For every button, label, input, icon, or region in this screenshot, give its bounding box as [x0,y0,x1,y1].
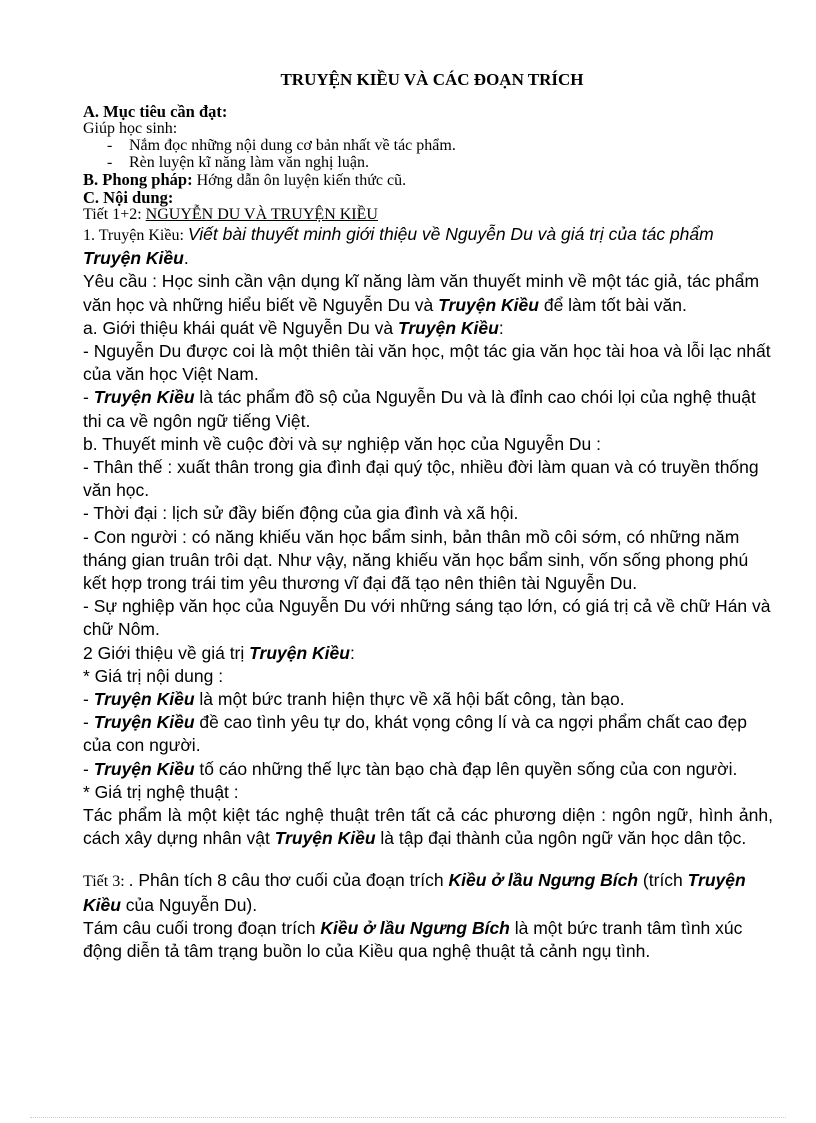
excerpt-title: Kiều ở lầu Ngưng Bích [448,870,639,891]
work-title: Truyện Kiều [438,294,539,315]
section-b-text: Hớng dẫn ôn luyện kiến thức cũ. [192,172,407,189]
section-a-heading: A. Mục tiêu cần đạt: [83,102,228,121]
part-b-item-4: - Sự nghiệp văn học của Nguyễn Du với những sáng tạo lớn, có giá trị cả về chữ Hán và chữ Nôm. [83,596,771,640]
work-title: Truyện Kiều [93,387,195,408]
tiet-1-2-line [83,206,773,223]
tiet-3-label: Tiết 3: [83,873,129,891]
truyen-kieu-paragraph: - Truyện Kiều là tác phẩm đồ sộ của Nguyễn Du và là đỉnh cao chói lọi của nghệ thuật thi ca về ngôn ngữ tiếng Việt. [83,387,756,431]
work-title: Truyện Kiều [249,642,350,663]
document-page [83,70,773,963]
item-1-task: Viết bài thuyết minh giới thiệu về Nguyễn Du và giá trị của tác phẩm [187,224,714,244]
work-title: Truyện Kiều [274,828,376,849]
section-a-bullet-2: - Rèn luyện kĩ năng làm văn nghị luận. [107,154,369,171]
content-item-3: - Truyện Kiều tố cáo những thế lực tàn bạo chà đạp lên quyền sống của con người. [83,758,738,779]
work-title: Truyện Kiều [83,248,184,269]
content-value-heading: * Giá trị nội dung : [83,665,224,686]
work-title: Truyện Kiều [93,758,195,779]
excerpt-title: Kiều ở lầu Ngưng Bích [320,917,510,938]
nguyen-du-paragraph: - Nguyễn Du được coi là một thiên tài văn học, một tác gia văn học tài hoa và lỗi lạc nhất của văn học Việt Nam. [83,341,771,385]
work-title: Truyện Kiều [83,870,746,915]
section-b [83,171,773,189]
content-item-1: - Truyện Kiều là một bức tranh hiện thực về xã hội bất công, tàn bạo. [83,689,625,710]
work-title: Truyện Kiều [93,712,195,733]
tiet-1-2-label: Tiết 1+2: [83,206,146,223]
part-b-item-2: - Thời đại : lịch sử đầy biến động của gia đình và xã hội. [83,503,519,524]
part-2-heading: 2 Giới thiệu về giá trị Truyện Kiều: [83,642,355,663]
spacer [83,850,773,869]
art-value-paragraph: Tác phẩm là một kiệt tác nghệ thuật trên tất cả các phương diện : ngôn ngữ, hình ảnh, cách xây dựng nhân vật Truyện Kiều là tập đại thành của ngôn ngữ văn học dân tộc. [83,805,773,849]
item-1-label: 1. Truyện Kiều: [83,227,188,244]
part-b-item-1: - Thân thế : xuất thân trong gia đình đại quý tộc, nhiều đời làm quan và có truyền thống văn học. [83,457,759,501]
section-c-heading: C. Nội dung: [83,188,174,207]
tiet-1-2-topic: NGUYỄN DU VÀ TRUYỆN KIỀU [145,206,378,223]
tiet-3-line: Tiết 3: . Phân tích 8 câu thơ cuối của đoạn trích Kiều ở lầu Ngưng Bích (trích Truyện Kiều của Nguyễn Du). [83,870,746,915]
art-value-heading: * Giá trị nghệ thuật : [83,781,239,802]
part-b-heading: b. Thuyết minh về cuộc đời và sự nghiệp văn học của Nguyễn Du : [83,433,602,454]
item-1-line: 1. Truyện Kiều: Viết bài thuyết minh giới thiệu về Nguyễn Du và giá trị của tác phẩm Truyện Kiều. [83,224,714,269]
work-title: Truyện Kiều [397,317,499,338]
page-bottom-divider [30,1117,786,1118]
content-item-2: - Truyện Kiều đề cao tình yêu tự do, khát vọng công lí và ca ngợi phẩm chất cao đẹp của con người. [83,712,747,756]
part-b-item-3: - Con người : có năng khiếu văn học bẩm sinh, bản thân mồ côi sớm, có những năm tháng gian truân trôi dạt. Như vậy, năng khiếu văn học bẩm sinh, vốn sống phong phú kết hợp trong trái tim yêu thương vĩ đại đã tạo nên thiên tài Nguyễn Du. [83,526,749,594]
document-title: TRUYỆN KIỀU VÀ CÁC ĐOẠN TRÍCH [280,70,584,89]
section-a-intro: Giúp học sinh: [83,120,178,137]
section-a-bullet-1: - Nắm đọc những nội dung cơ bản nhất về tác phẩm. [107,137,456,154]
work-title: Truyện Kiều [93,689,195,710]
requirements-paragraph: Yêu cầu : Học sinh cần vận dụng kĩ năng làm văn thuyết minh về một tác giả, tác phẩm văn học và những hiểu biết về Nguyễn Du và Truyện Kiều để làm tốt bài văn. [83,271,760,315]
section-b-heading: B. Phong pháp: [83,170,193,189]
part-a-heading: a. Giới thiệu khái quát về Nguyễn Du và Truyện Kiều: [83,317,504,338]
final-paragraph: Tám câu cuối trong đoạn trích Kiều ở lầu Ngưng Bích là một bức tranh tâm tình xúc động diễn tả tâm trạng buồn lo của Kiều qua nghệ thuật tả cảnh ngụ tình. [83,917,743,962]
